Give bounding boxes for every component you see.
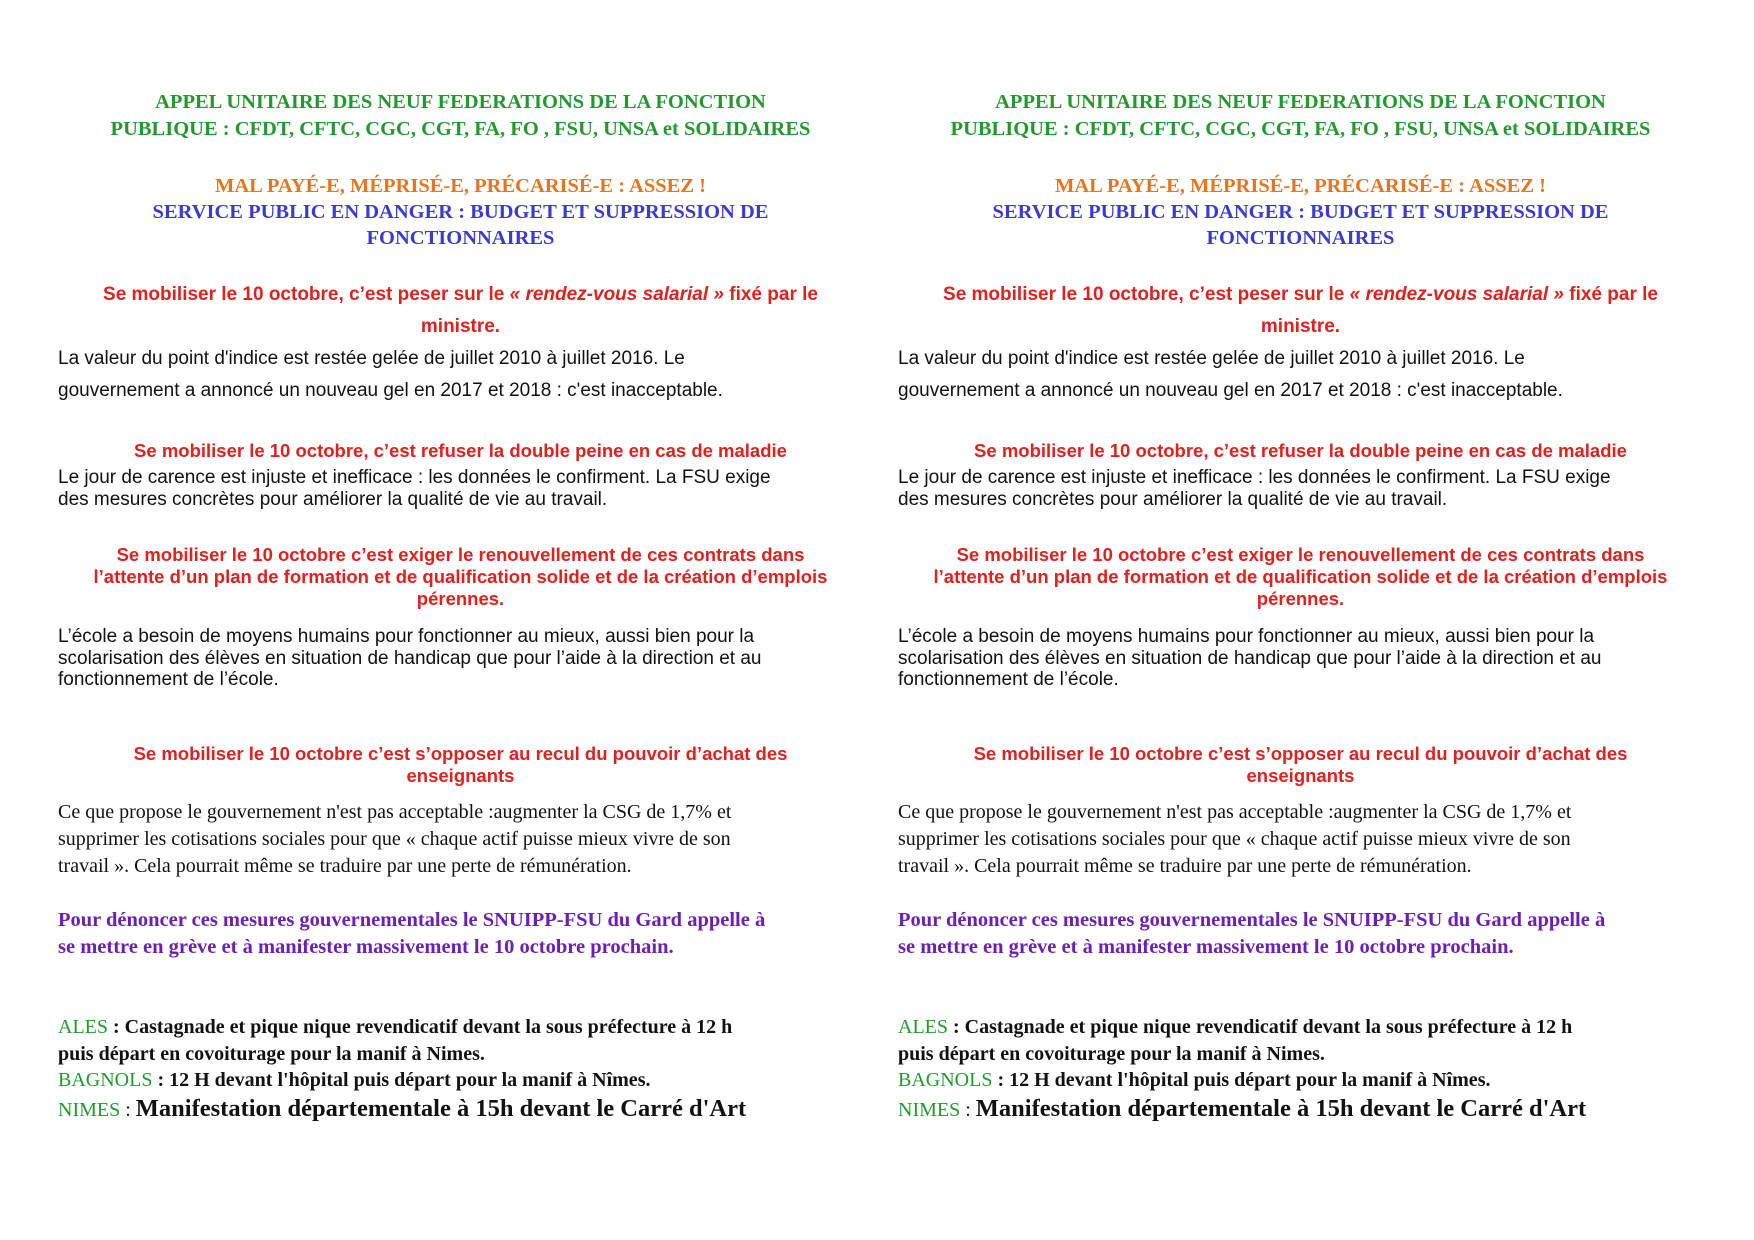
section4-heading: Se mobiliser le 10 octobre c’est s’opposer au recul du pouvoir d’achat des enseignants <box>133 743 788 786</box>
location-nimes: NIMES : Manifestation départementale à 15h devant le Carré d'Art <box>898 1095 1587 1122</box>
location-nimes: NIMES : Manifestation départementale à 15h devant le Carré d'Art <box>58 1095 747 1122</box>
section4-body: Ce que propose le gouvernement n'est pas acceptable :augmenter la CSG de 1,7% et supprimer les cotisations sociales pour que « chaque actif puisse mieux vivre de son travail ». Cela pourrait même se traduire par une perte de rémunération. <box>58 801 732 877</box>
section3-body: L’école a besoin de moyens humains pour fonctionner au mieux, aussi bien pour la scolarisation des élèves en situation de handicap que pour l’aide à la direction et au fonctionnement de l’école. <box>58 626 762 690</box>
slogan: MAL PAYÉ-E, MÉPRISÉ-E, PRÉCARISÉ-E : ASSEZ ! <box>215 175 706 197</box>
location-ales: ALES : Castagnade et pique nique revendicatif devant la sous préfecture à 12 h puis départ en covoiturage pour la manif à Nimes. <box>898 1016 1573 1065</box>
section4-body: Ce que propose le gouvernement n'est pas acceptable :augmenter la CSG de 1,7% et supprimer les cotisations sociales pour que « chaque actif puisse mieux vivre de son travail ». Cela pourrait même se traduire par une perte de rémunération. <box>898 801 1572 877</box>
location-bagnols: BAGNOLS : 12 H devant l'hôpital puis départ pour la manif à Nîmes. <box>58 1069 651 1091</box>
section2-body: Le jour de carence est injuste et inefficace : les données le confirment. La FSU exige des mesures concrètes pour améliorer la qualité de vie au travail. <box>898 467 1611 510</box>
section3-heading: Se mobiliser le 10 octobre c’est exiger le renouvellement de ces contrats dans l’attente d’un plan de formation et de qualification solide et de la création d’emplois pérennes. <box>93 544 828 609</box>
section4-heading: Se mobiliser le 10 octobre c’est s’opposer au recul du pouvoir d’achat des enseignants <box>973 743 1628 786</box>
slogan: MAL PAYÉ-E, MÉPRISÉ-E, PRÉCARISÉ-E : ASSEZ ! <box>1055 175 1546 197</box>
header-title: APPEL UNITAIRE DES NEUF FEDERATIONS DE LA FONCTION PUBLIQUE : CFDT, CFTC, CGC, CGT, FA, FO , FSU, UNSA et SOLIDAIRES <box>110 91 811 140</box>
section1-heading: Se mobiliser le 10 octobre, c’est peser sur le « rendez-vous salarial » fixé par le ministre. <box>943 284 1658 337</box>
section1-body: La valeur du point d'indice est restée gelée de juillet 2010 à juillet 2016. Le gouvernement a annoncé un nouveau gel en 2017 et 2018 : c'est inacceptable. <box>58 348 723 401</box>
flyer-left <box>58 0 878 1240</box>
section2-heading: Se mobiliser le 10 octobre, c’est refuser la double peine en cas de maladie <box>974 440 1627 461</box>
section1-heading: Se mobiliser le 10 octobre, c’est peser sur le « rendez-vous salarial » fixé par le ministre. <box>103 284 818 337</box>
section3-body: L’école a besoin de moyens humains pour fonctionner au mieux, aussi bien pour la scolarisation des élèves en situation de handicap que pour l’aide à la direction et au fonctionnement de l’école. <box>898 626 1602 690</box>
service-title: SERVICE PUBLIC EN DANGER : BUDGET ET SUPPRESSION DE FONCTIONNAIRES <box>992 201 1609 249</box>
call-to-strike: Pour dénoncer ces mesures gouvernementales le SNUIPP-FSU du Gard appelle à se mettre en grève et à manifester massivement le 10 octobre prochain. <box>898 909 1606 958</box>
section1-body: La valeur du point d'indice est restée gelée de juillet 2010 à juillet 2016. Le gouvernement a annoncé un nouveau gel en 2017 et 2018 : c'est inacceptable. <box>898 348 1563 401</box>
section2-body: Le jour de carence est injuste et inefficace : les données le confirment. La FSU exige des mesures concrètes pour améliorer la qualité de vie au travail. <box>58 467 771 510</box>
service-title: SERVICE PUBLIC EN DANGER : BUDGET ET SUPPRESSION DE FONCTIONNAIRES <box>152 201 769 249</box>
section3-heading: Se mobiliser le 10 octobre c’est exiger le renouvellement de ces contrats dans l’attente d’un plan de formation et de qualification solide et de la création d’emplois pérennes. <box>933 544 1668 609</box>
location-ales: ALES : Castagnade et pique nique revendicatif devant la sous préfecture à 12 h puis départ en covoiturage pour la manif à Nimes. <box>58 1016 733 1065</box>
flyer-right <box>898 0 1718 1240</box>
call-to-strike: Pour dénoncer ces mesures gouvernementales le SNUIPP-FSU du Gard appelle à se mettre en grève et à manifester massivement le 10 octobre prochain. <box>58 909 766 958</box>
location-bagnols: BAGNOLS : 12 H devant l'hôpital puis départ pour la manif à Nîmes. <box>898 1069 1491 1091</box>
section2-heading: Se mobiliser le 10 octobre, c’est refuser la double peine en cas de maladie <box>134 440 787 461</box>
header-title: APPEL UNITAIRE DES NEUF FEDERATIONS DE LA FONCTION PUBLIQUE : CFDT, CFTC, CGC, CGT, FA, FO , FSU, UNSA et SOLIDAIRES <box>950 91 1651 140</box>
